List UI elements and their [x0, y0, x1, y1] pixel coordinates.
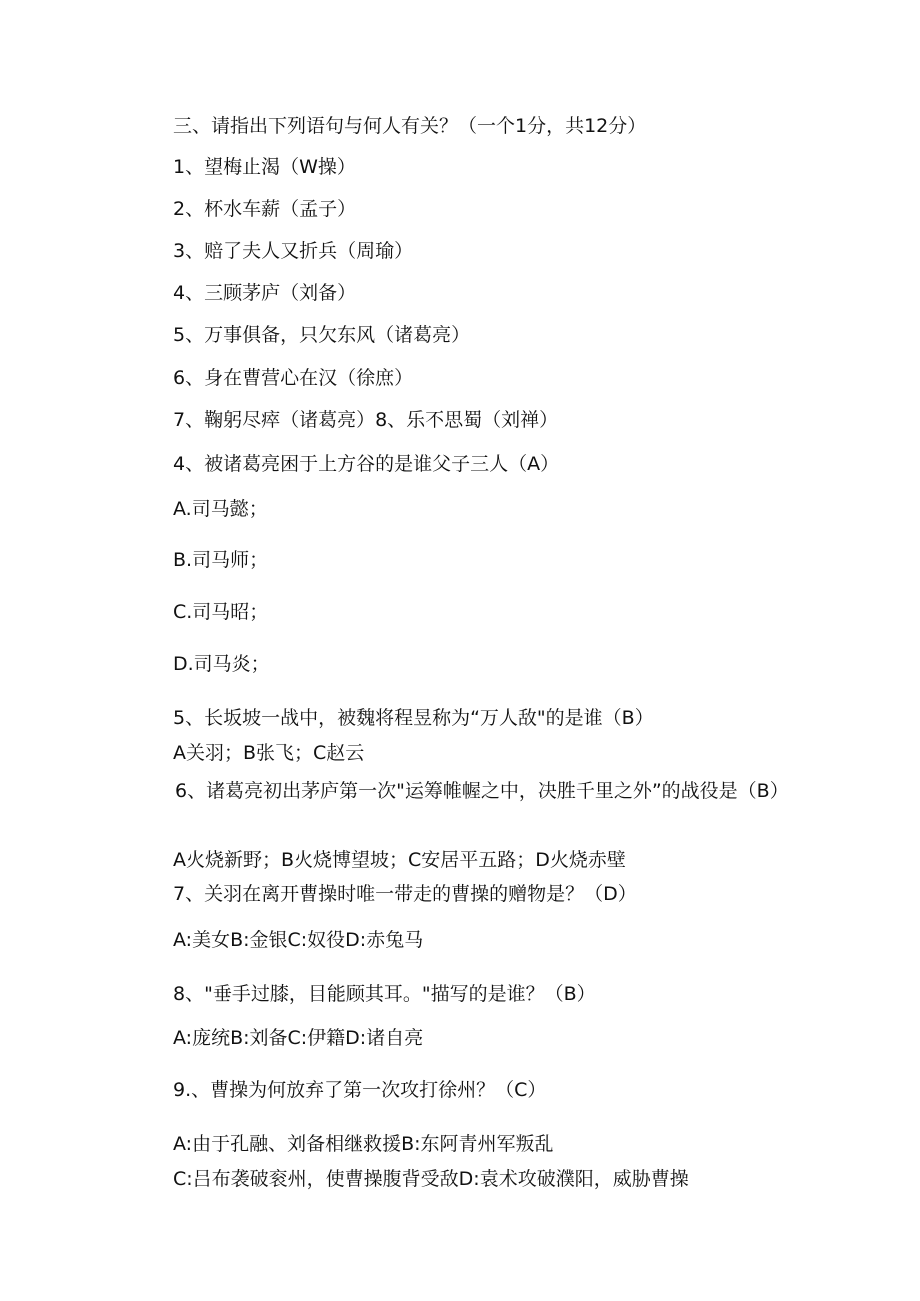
list-item: 1、望梅止渴（W操）: [173, 156, 356, 178]
list-item: 7、鞠躬尽瘁（诸葛亮）8、乐不思蜀（刘禅）: [173, 409, 559, 431]
question-6-options: A火烧新野；B火烧博望坡；C安居平五路；D火烧赤壁: [173, 849, 626, 871]
question-6: 6、诸葛亮初出茅庐第一次"运筹帷幄之中，决胜千里之外”的战役是（B）: [175, 780, 789, 802]
list-item: 6、身在曹营心在汉（徐庶）: [173, 367, 414, 389]
list-item: 2、杯水车薪（孟子）: [173, 198, 357, 220]
question-7: 7、关羽在离开曹操时唯一带走的曹操的赠物是？（D）: [173, 883, 637, 905]
question-9-options-line-2: C:吕布袭破衮州，使曹操腹背受敌D:袁术攻破濮阳，威胁曹操: [173, 1168, 689, 1190]
section-heading: 三、请指出下列语句与何人有关？（一个1分，共12分）: [173, 115, 647, 137]
question-4-option-c: C.司马昭；: [173, 601, 269, 623]
question-9: 9.、曹操为何放弃了第一次攻打徐州？（C）: [173, 1079, 547, 1101]
question-7-options: A:美女B:金银C:奴役D:赤兔马: [173, 929, 424, 951]
list-item: 4、三顾茅庐（刘备）: [173, 282, 357, 304]
question-5: 5、长坂坡一战中，被魏将程昱称为“万人敌"的是谁（B）: [173, 707, 654, 729]
list-item: 3、赔了夫人又折兵（周瑜）: [173, 240, 414, 262]
question-8-options: A:庞统B:刘备C:伊籍D:诸自亮: [173, 1027, 424, 1049]
question-4-option-a: A.司马懿；: [173, 498, 268, 520]
question-4-option-b: B.司马师；: [173, 549, 269, 571]
question-4: 4、被诸葛亮困于上方谷的是谁父子三人（A）: [173, 453, 560, 475]
question-5-options: A关羽；B张飞；C赵云: [173, 742, 365, 764]
question-4-option-d: D.司马炎；: [173, 653, 270, 675]
list-item: 5、万事俱备，只欠东风（诸葛亮）: [173, 324, 471, 346]
question-9-options-line-1: A:由于孔融、刘备相继救援B:东阿青州军叛乱: [173, 1133, 554, 1155]
question-8: 8、"垂手过膝，目能顾其耳。"描写的是谁？（B）: [173, 983, 596, 1005]
